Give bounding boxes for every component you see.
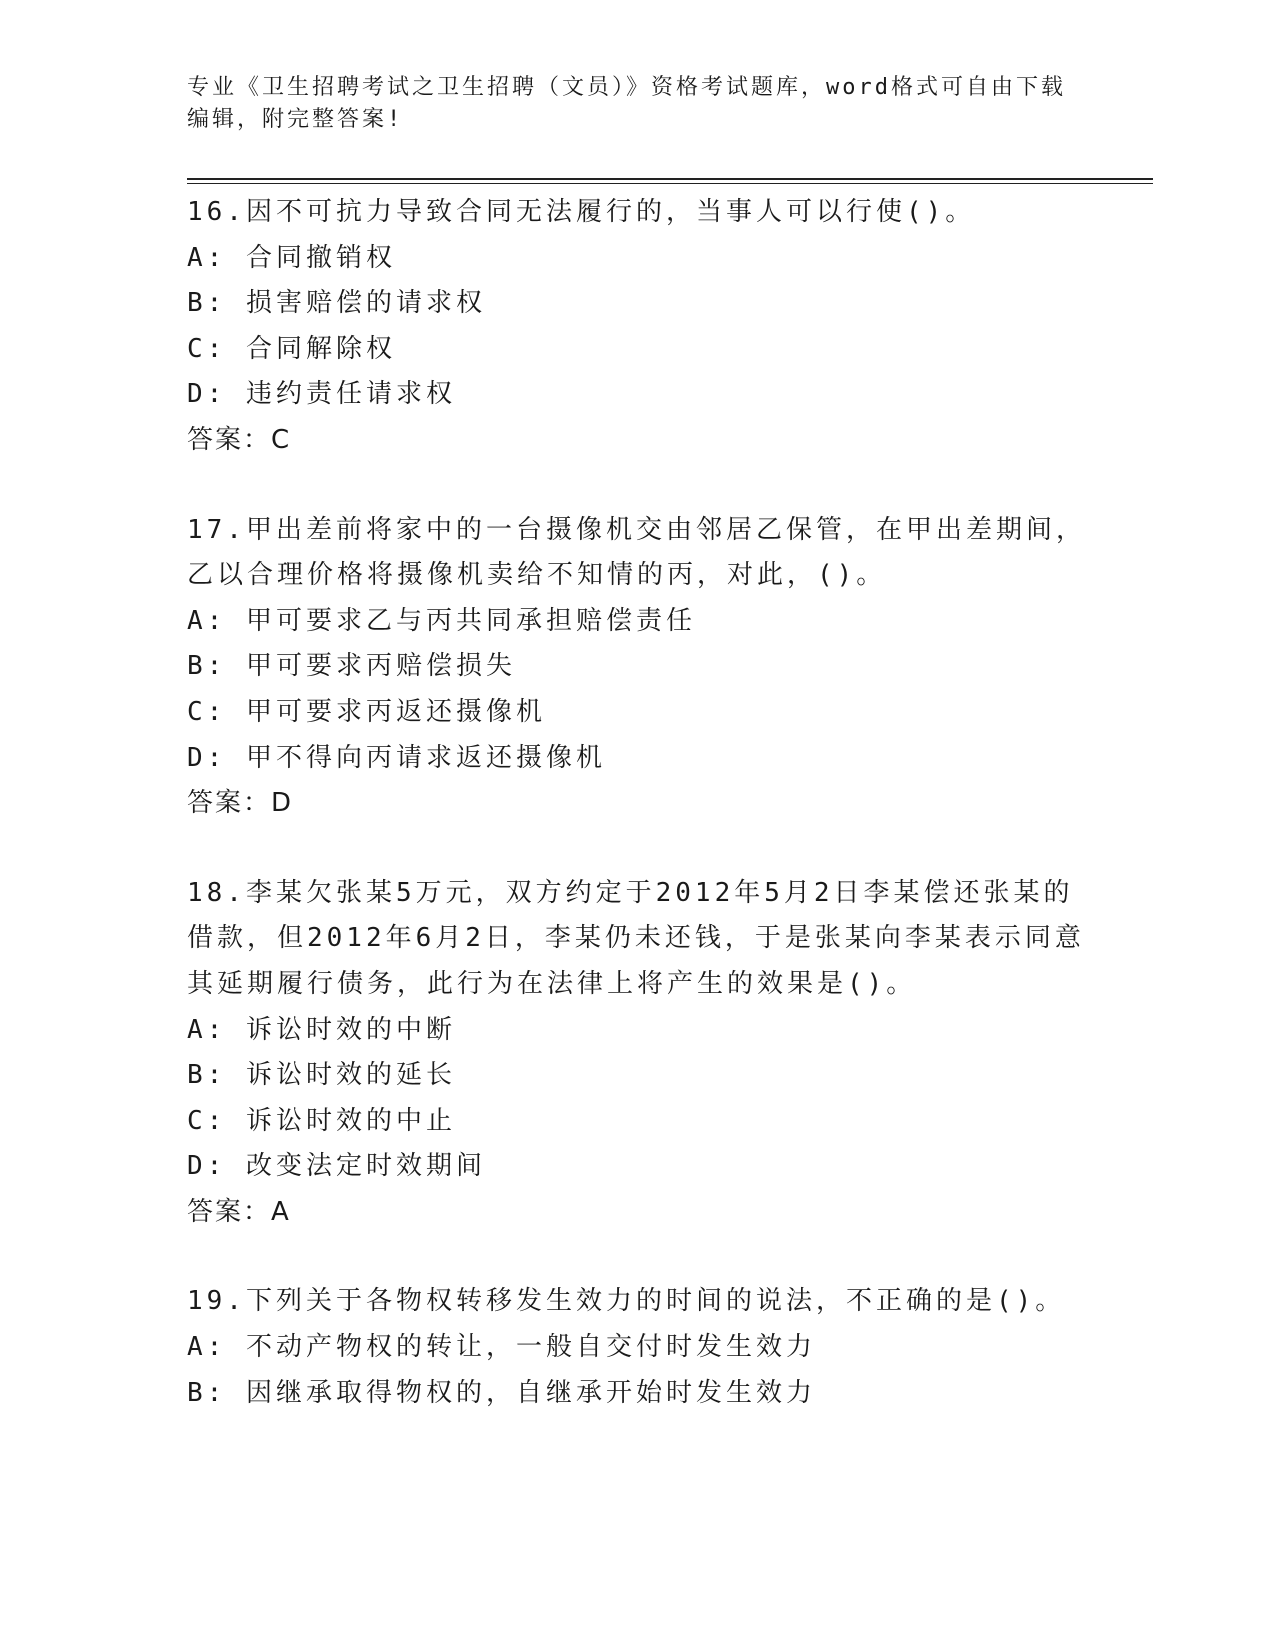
option-c: C: 合同解除权: [187, 333, 396, 364]
header-divider-thick: [187, 178, 1153, 180]
question-stem: 18.李某欠张某5万元，双方约定于2012年5月2日李某偿还张某的借款，但2012年6月2日，李某仍未还钱，于是张某向李某表示同意其延期履行债务，此行为在法律上将产生的效果是()。: [187, 877, 1085, 999]
document-header: [187, 72, 1087, 136]
option-b: B: 甲可要求丙赔偿损失: [187, 651, 516, 682]
question-18: [187, 871, 1087, 1236]
question-stem: 19.下列关于各物权转移发生效力的时间的说法，不正确的是()。: [187, 1286, 1066, 1317]
question-17: [187, 508, 1087, 827]
option-d: D: 违约责任请求权: [187, 379, 456, 410]
option-a: A: 合同撤销权: [187, 242, 396, 273]
answer: 答案：A: [187, 1196, 291, 1227]
option-c: C: 甲可要求丙返还摄像机: [187, 696, 546, 727]
question-16: [187, 190, 1087, 464]
question-stem: 16.因不可抗力导致合同无法履行的，当事人可以行使()。: [187, 197, 976, 227]
header-line-1: 专业《卫生招聘考试之卫生招聘（文员）》资格考试题库，word格式可自由下载: [187, 75, 1066, 100]
answer: 答案：C: [187, 424, 292, 455]
option-b: B: 诉讼时效的延长: [187, 1060, 456, 1091]
option-b: B: 因继承取得物权的，自继承开始时发生效力: [187, 1377, 816, 1408]
header-line-2: 编辑，附完整答案!: [187, 107, 404, 132]
question-list: [187, 190, 1087, 1460]
question-stem: 17.甲出差前将家中的一台摄像机交由邻居乙保管，在甲出差期间，乙以合理价格将摄像机卖给不知情的丙，对此，()。: [187, 514, 1086, 591]
option-b: B: 损害赔偿的请求权: [187, 288, 486, 319]
option-a: A: 甲可要求乙与丙共同承担赔偿责任: [187, 605, 696, 636]
option-d: D: 甲不得向丙请求返还摄像机: [187, 742, 606, 773]
header-divider-thin: [187, 183, 1153, 184]
option-a: A: 诉讼时效的中断: [187, 1014, 456, 1045]
option-d: D: 改变法定时效期间: [187, 1151, 486, 1182]
question-19: [187, 1279, 1087, 1416]
answer: 答案：D: [187, 788, 294, 819]
option-c: C: 诉讼时效的中止: [187, 1105, 456, 1136]
option-a: A: 不动产物权的转让，一般自交付时发生效力: [187, 1332, 816, 1363]
